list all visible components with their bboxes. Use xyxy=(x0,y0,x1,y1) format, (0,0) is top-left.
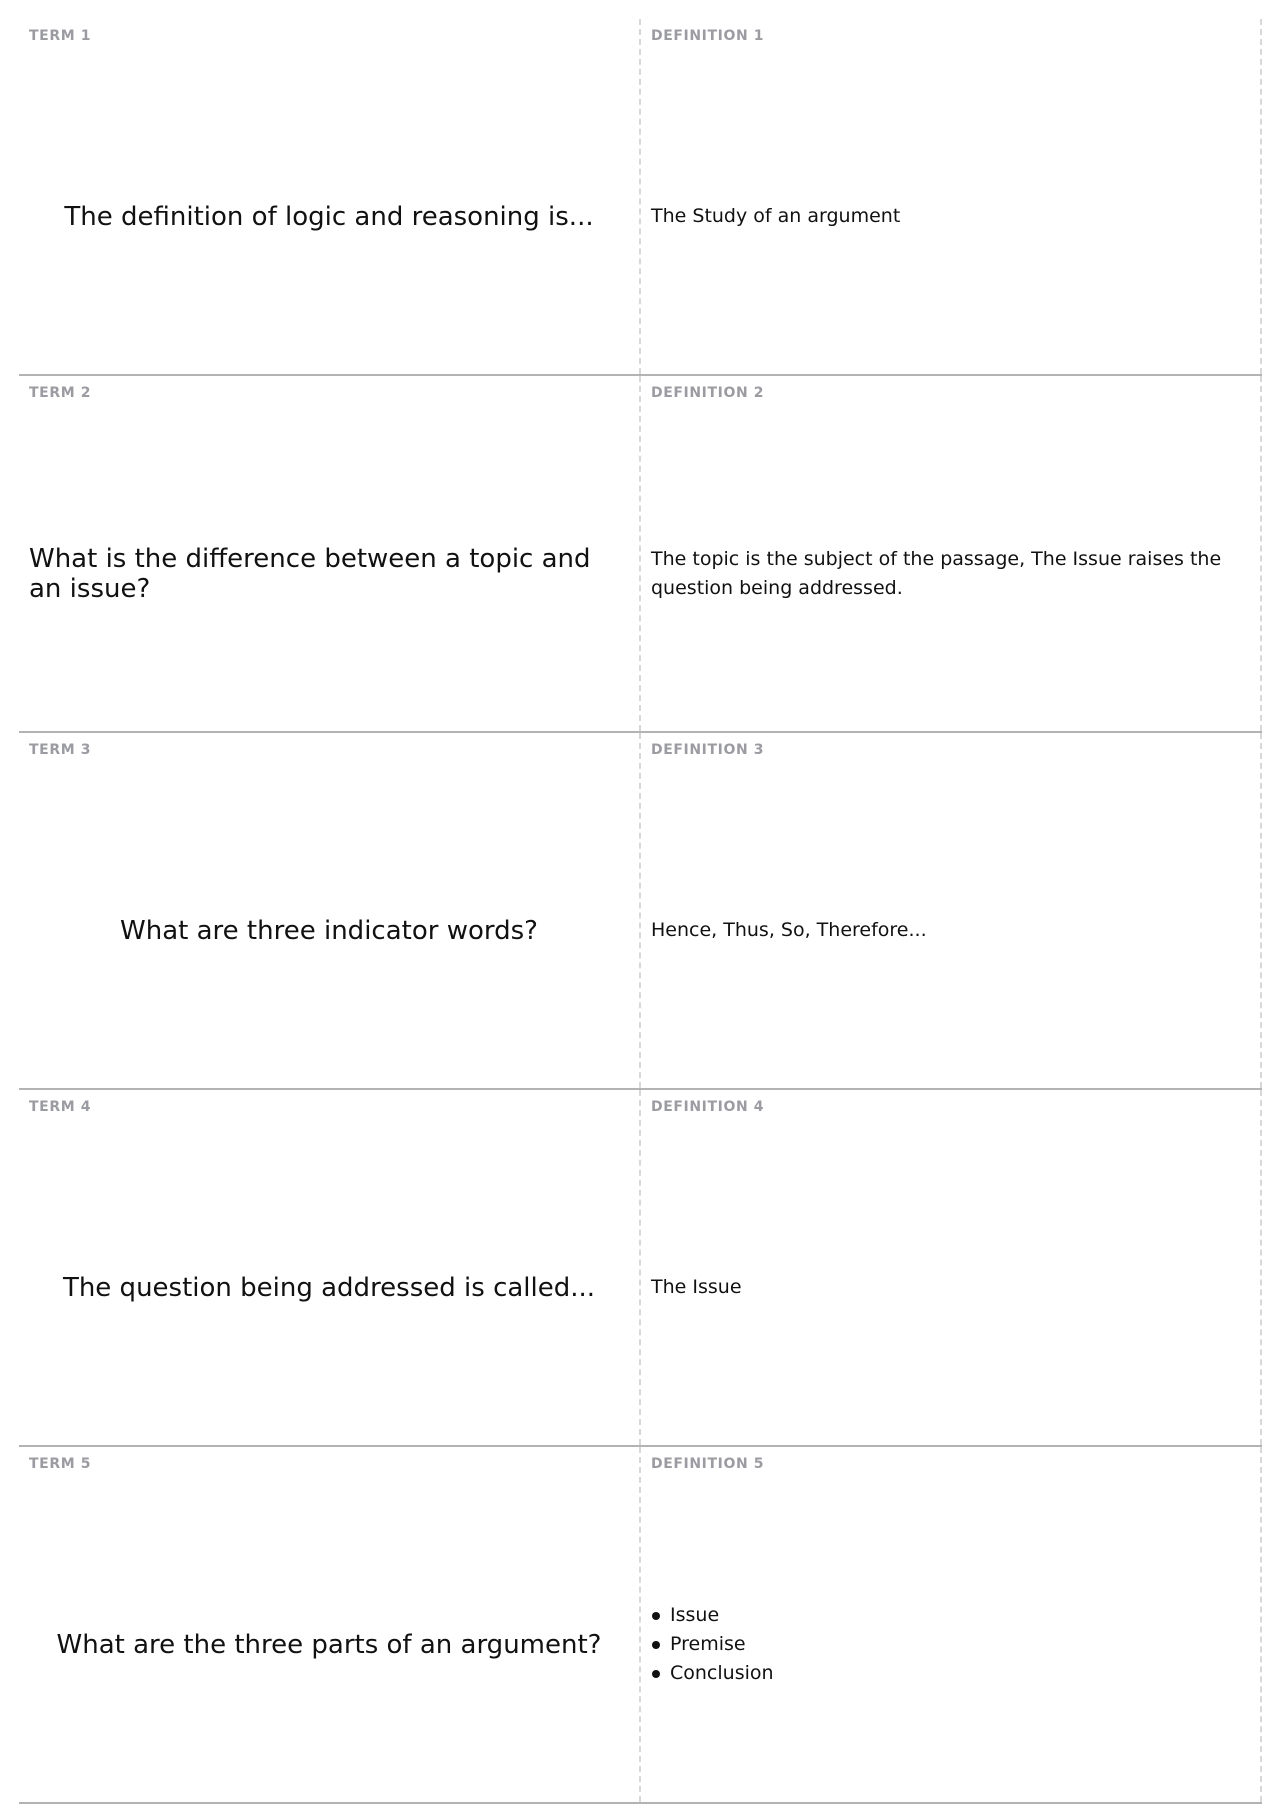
term-cell xyxy=(19,733,641,1088)
definition-list-item: Conclusion xyxy=(651,1659,774,1688)
definition-text: Hence, Thus, So, Therefore... xyxy=(651,919,927,941)
term-cell xyxy=(19,1090,641,1445)
term-cell xyxy=(19,376,641,731)
definition-list-item: Premise xyxy=(651,1630,774,1659)
term-text: What are the three parts of an argument? xyxy=(56,1629,602,1660)
term-text: What is the difference between a topic and an issue? xyxy=(29,543,591,604)
definition-label: DEFINITION 5 xyxy=(651,1456,765,1472)
definition-label: DEFINITION 4 xyxy=(651,1099,765,1115)
flashcard-row xyxy=(19,376,1262,733)
term-cell xyxy=(19,1447,641,1802)
definition-label: DEFINITION 2 xyxy=(651,385,765,401)
definition-cell xyxy=(641,376,1262,731)
definition-cell xyxy=(641,19,1262,374)
term-text: The definition of logic and reasoning is... xyxy=(64,201,594,232)
flashcard-row xyxy=(19,19,1262,376)
definition-text: The topic is the subject of the passage, The Issue raises the question being addressed. xyxy=(651,547,1222,599)
definition-cell xyxy=(641,1090,1262,1445)
definition-cell xyxy=(641,1447,1262,1802)
term-label: TERM 3 xyxy=(29,742,92,758)
term-label: TERM 2 xyxy=(29,385,92,401)
definition-label: DEFINITION 3 xyxy=(651,742,765,758)
term-text: The question being addressed is called... xyxy=(62,1272,596,1303)
flashcard-row xyxy=(19,1090,1262,1447)
flashcard-row xyxy=(19,733,1262,1090)
flashcard-row xyxy=(19,1447,1262,1804)
term-label: TERM 4 xyxy=(29,1099,92,1115)
term-cell xyxy=(19,19,641,374)
definition-label: DEFINITION 1 xyxy=(651,28,765,44)
definition-list-item: Issue xyxy=(651,1601,774,1630)
definition-list xyxy=(651,1601,774,1688)
term-label: TERM 1 xyxy=(29,28,92,44)
definition-cell xyxy=(641,733,1262,1088)
definition-text: The Issue xyxy=(651,1276,742,1298)
term-text: What are three indicator words? xyxy=(120,915,538,946)
flashcard-sheet xyxy=(19,19,1262,1804)
term-label: TERM 5 xyxy=(29,1456,92,1472)
definition-text: The Study of an argument xyxy=(651,205,901,227)
